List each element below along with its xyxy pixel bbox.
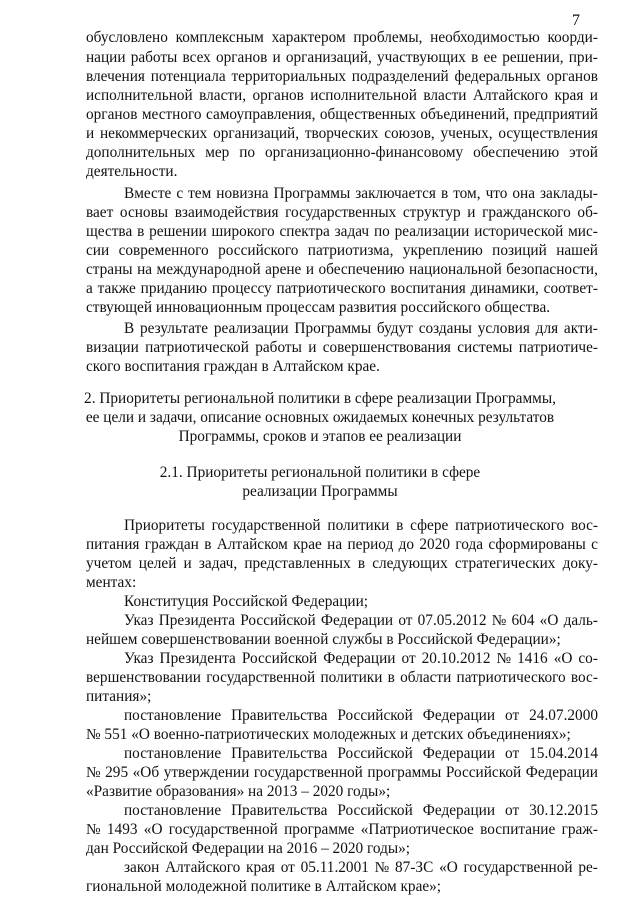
word: Указ [124,650,154,667]
text-line [86,668,598,688]
word: Программы [273,185,351,202]
word: реализации [213,320,289,337]
text-line [86,105,598,125]
text-line: «Развитие образования» на 2013 – 2020 годы»; [86,783,391,800]
word: по [373,223,390,240]
word: Федерации [422,707,496,724]
word: «О [539,612,559,629]
word: задач, [198,555,238,572]
word: с [176,185,184,202]
word: результате [139,320,209,337]
word: обеспечению [318,261,405,278]
text-line: деятельности. [86,163,178,180]
word: и [272,49,281,66]
text-line [86,143,598,163]
word: государственной [463,859,573,876]
word: Российской [445,764,522,781]
word: 30.12.2015 [529,802,598,819]
text-line [124,184,598,204]
text-line [86,554,598,574]
word: самоуправления, [205,106,316,123]
word: Российской [240,612,316,629]
word: края [554,87,584,104]
word: системы [457,339,513,356]
word: необходимостью [430,29,540,46]
word: Федерации [320,612,394,629]
word: Российской [337,802,413,819]
word: государственной [206,669,316,686]
word: целей [138,555,177,572]
word: программе [284,821,355,838]
word: № [374,859,390,876]
heading-line: 2.1. Приоритеты региональной политики в сфере [159,464,481,481]
word: патриотиче- [518,339,598,356]
text-line [124,744,598,764]
word: творческих [304,125,379,142]
word: при- [568,49,598,66]
word: потенциала [150,68,226,85]
word: Указ [124,612,154,629]
word: Правительства [231,802,328,819]
word: процессу [211,280,272,297]
word: органов [252,87,304,104]
word: на [137,261,153,278]
text-line [86,338,598,358]
word: работы [130,49,178,66]
word: Федерации [525,764,598,781]
word: 2020 [419,536,450,553]
word: спектра [279,223,330,240]
word: исторической [474,223,564,240]
text-line: нейшем совершенствовании военной службы в Российской Федерации»; [86,631,561,648]
word: Федерации [422,745,496,762]
text-line [86,222,598,242]
word: года [455,536,484,553]
word: в [471,49,479,66]
word: от [505,707,520,724]
word: № [86,764,101,781]
word: № [491,612,507,629]
word: постановление [124,802,222,819]
word: вос- [570,669,598,686]
word: для [535,320,559,337]
word: заключается [355,185,436,202]
word: патриотического [455,517,565,534]
word: задач [334,223,370,240]
word: нашей [556,242,598,259]
word: доку- [562,555,598,572]
word: «О [553,650,573,667]
word: Программы [294,320,372,337]
word: органов [546,68,598,85]
word: от [505,745,520,762]
word: от [398,612,413,629]
word: страны [86,261,133,278]
word: Приоритеты [124,517,205,534]
word: условия [477,320,530,337]
word: в [137,223,145,240]
text-line [86,28,598,48]
word: организационно-финансовому [264,144,464,161]
word: соответ- [543,280,598,297]
word: реализации [394,223,470,240]
word: 87-ЗС [395,859,434,876]
word: современного [118,242,209,259]
word: патриотического [456,669,566,686]
text-line: ствующей инновационным процессам развития российского общества. [86,299,551,316]
word: исполнительной [86,87,193,104]
text-line [124,611,598,631]
word: и [308,339,317,356]
word: Президента [159,650,236,667]
word: № [86,821,101,838]
word: Вместе [124,185,172,202]
page-number: 7 [572,12,580,29]
word: в [440,185,449,202]
word: осуществления [498,125,598,142]
word: предприятий [513,106,598,123]
word: позиций [492,242,547,259]
word: «О [439,859,458,876]
word: в [357,555,366,572]
word: союзов, [384,125,435,142]
text-line: гиональной молодежной политике в Алтайском крае»; [86,878,442,895]
word: крае [293,536,322,553]
word: динамики, [470,280,539,297]
word: а [86,280,93,297]
word: этой [569,144,598,161]
word: арене [265,261,302,278]
word: щества [86,223,133,240]
text-line [86,67,598,87]
word: государственной [253,764,363,781]
word: организаций, [285,49,372,66]
word: также [97,280,136,297]
word: комплексным [175,29,264,46]
word: в [387,669,395,686]
text-line [124,649,598,669]
word: В [124,320,135,337]
word: и [589,87,598,104]
word: Алтайского [165,859,241,876]
text-line [86,763,598,783]
word: будут [376,320,413,337]
word: представленных [244,555,351,572]
word: и [86,125,95,142]
word: Правительства [231,707,328,724]
word: Федерации [422,802,496,819]
word: «О [143,821,163,838]
word: организаций, [213,125,300,142]
text-line: № 551 «О военно-патриотических молодежных и детских объединениях»; [86,726,571,743]
word: в [396,517,404,534]
heading-line: Программы, сроков и этапов ее реализации [178,428,462,445]
word: коорди- [547,29,598,46]
word: что [485,185,508,202]
word: Российской [337,707,413,724]
word: 20.10.2012 [421,650,491,667]
word: закон [124,859,160,876]
word: 05.11.2001 [300,859,369,876]
heading-line: 2. Приоритеты региональной политики в сфере реализации Программы, [84,390,556,407]
word: об- [577,204,598,221]
word: объединений, [420,106,510,123]
word: 1416 [517,650,548,667]
word: стратегических [454,555,556,572]
word: местного [141,106,202,123]
text-line: ского воспитания граждан в Алтайском крае. [86,358,380,375]
text-line [86,260,598,280]
word: территориальных [231,68,347,85]
word: до [398,536,415,553]
word: новизна [216,185,269,202]
word: сфере [410,517,449,534]
text-line [86,124,598,144]
word: влечения [86,68,145,85]
word: российского [218,242,299,259]
text-line: ментах: [86,574,137,591]
word: обеспечению [473,144,560,161]
word: подразделений [351,68,449,85]
word: тем [188,185,212,202]
word: сии [86,242,110,259]
text-line [86,203,598,223]
word: от [505,802,520,819]
text-line [124,706,598,726]
word: политики [327,517,390,534]
word: вает [86,204,114,221]
word: ре- [578,859,598,876]
word: созданы [418,320,472,337]
word: укреплению [402,242,483,259]
word: Президента [158,612,236,629]
word: мис- [568,223,598,240]
word: учетом [86,555,132,572]
word: 15.04.2014 [529,745,598,762]
word: международной [156,261,261,278]
word: участвующих [376,49,466,66]
word: № [496,650,512,667]
word: Алтайском [216,536,288,553]
word: от [401,650,416,667]
word: решении, [502,49,564,66]
word: Правительства [231,745,328,762]
text-line [86,86,598,106]
word: даль- [563,612,598,629]
word: визации [86,339,139,356]
word: политики [320,669,383,686]
word: федеральных [454,68,541,85]
word: по [239,144,256,161]
word: решении [149,223,207,240]
word: воспитания [390,280,466,297]
word: дополнительных [86,144,196,161]
word: Алтайского [472,87,549,104]
word: национальной [409,261,502,278]
word: период [347,536,394,553]
word: постановление [124,745,222,762]
word: государственных [285,204,397,221]
word: общественных [319,106,416,123]
word: патриотической [145,339,249,356]
text-line [124,319,598,339]
word: 07.05.2012 [417,612,487,629]
word: Федерации [323,650,396,667]
word: взаимодействия [174,204,279,221]
word: со- [578,650,598,667]
word: вос- [570,517,598,534]
word: том, [453,185,481,202]
word: на [327,536,343,553]
text-line [86,48,598,68]
word: граж- [561,821,598,838]
word: программы [367,764,442,781]
text-line: питания»; [86,688,152,705]
word: воспитание [480,821,556,838]
word: власти [423,87,467,104]
word: приданию [140,280,208,297]
word: государственной [211,517,321,534]
heading-line: реализации Программы [242,483,398,500]
text-line [124,516,598,536]
word: заклады- [540,185,598,202]
word: исполнительной [310,87,417,104]
word: граждан [144,536,199,553]
word: в [204,536,212,553]
text-line [124,858,598,878]
word: 604 [511,612,535,629]
word: Российской [241,650,318,667]
word: широкого [211,223,275,240]
word: сформированы [488,536,586,553]
word: всех [182,49,211,66]
word: работы [255,339,302,356]
word: структур [402,204,461,221]
word: некоммерческих [99,125,208,142]
word: Российской [337,745,413,762]
word: 24.07.2000 [529,707,598,724]
word: «Об [132,764,160,781]
text-line: Конституция Российской Федерации; [124,593,369,610]
word: патриотизма, [307,242,394,259]
word: характером [271,29,346,46]
word: акти- [563,320,598,337]
word: постановление [124,707,222,724]
word: безопасности, [506,261,598,278]
word: вершенствовании [86,669,201,686]
word: она [512,185,536,202]
word: от [280,859,295,876]
word: следующих [372,555,448,572]
word: гражданского [482,204,571,221]
word: утверждении [163,764,250,781]
word: ее [483,49,498,66]
word: нации [86,49,126,66]
word: 295 [105,764,129,781]
text-line [86,279,598,299]
word: проблемы, [353,29,423,46]
word: органов [86,106,138,123]
word: органов [215,49,268,66]
heading-line: ее цели и задачи, описание основных ожидаемых конечных результатов [85,409,555,426]
word: «Патриотическое [360,821,474,838]
word: патриотического [276,280,386,297]
word: основы [119,204,169,221]
text-line [86,535,598,555]
word: и [183,555,192,572]
word: и [467,204,476,221]
word: обусловлено [86,29,168,46]
text-line: дан Российской Федерации на 2016 – 2020 годы»; [86,840,411,857]
word: и [305,261,314,278]
word: питания [86,536,140,553]
text-line [86,820,598,840]
word: 1493 [106,821,138,838]
word: мер [205,144,230,161]
word: власти, [199,87,247,104]
word: с [591,536,598,553]
word: ученых, [440,125,493,142]
text-line [124,801,598,821]
text-line [86,241,598,261]
word: государственной [168,821,278,838]
word: совершенствования [322,339,451,356]
word: области [400,669,452,686]
word: края [246,859,275,876]
